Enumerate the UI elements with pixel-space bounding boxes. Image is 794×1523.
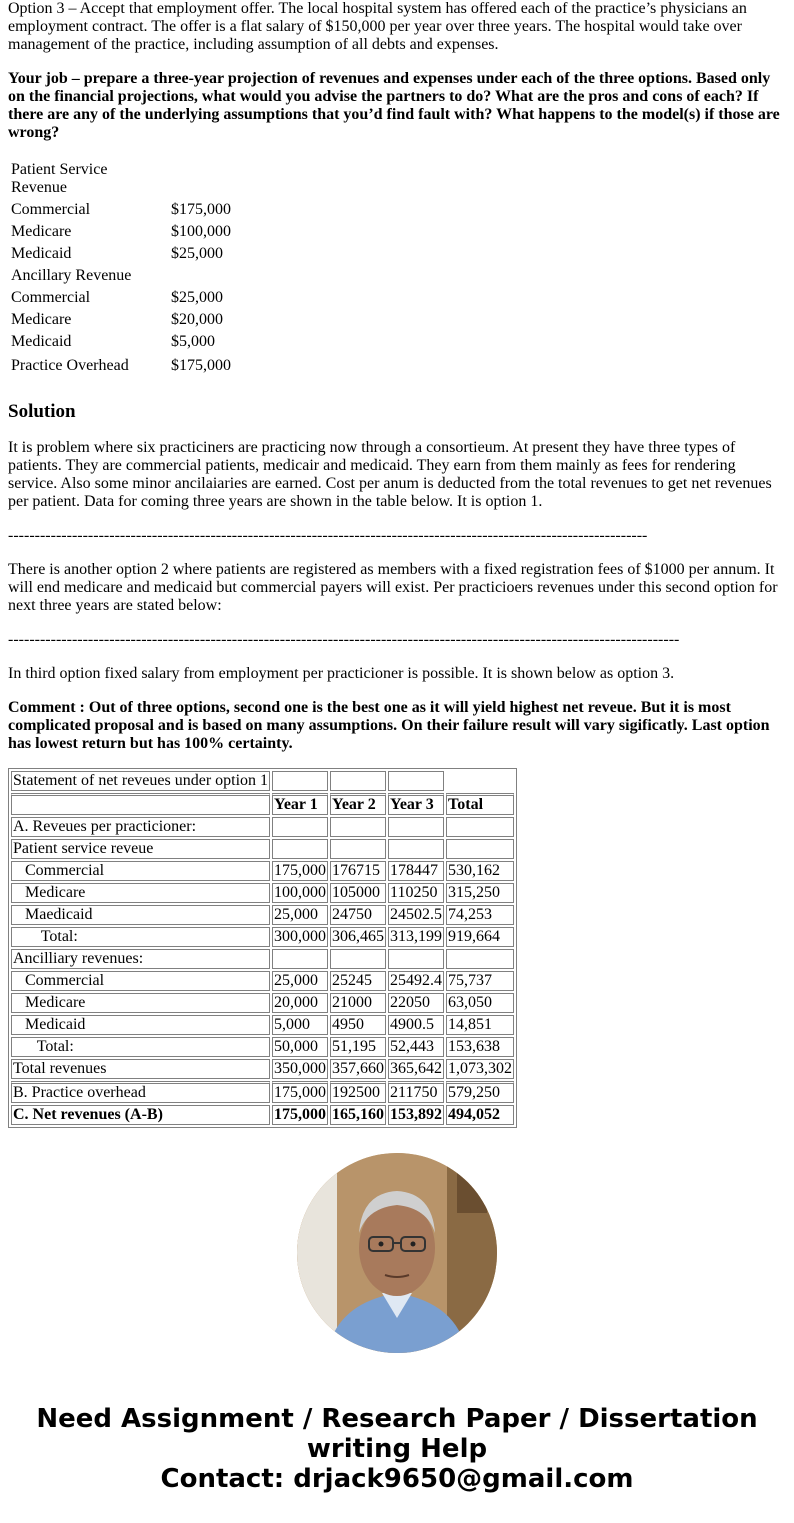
row-label: Medicaid bbox=[11, 1015, 270, 1035]
row-label: Commercial bbox=[11, 861, 270, 881]
revenue-value bbox=[170, 160, 232, 198]
table-row bbox=[11, 949, 514, 969]
row-value: 105000 bbox=[330, 883, 386, 903]
row-value: 110250 bbox=[388, 883, 444, 903]
row-label: Commercial bbox=[11, 971, 270, 991]
row-value: 5,000 bbox=[272, 1015, 328, 1035]
row-value: 21000 bbox=[330, 993, 386, 1013]
revenue-row bbox=[10, 332, 232, 352]
row-value bbox=[388, 839, 444, 859]
row-value bbox=[330, 949, 386, 969]
row-label: B. Practice overhead bbox=[11, 1081, 270, 1103]
row-value: 153,892 bbox=[390, 1106, 443, 1123]
table-row bbox=[11, 971, 514, 991]
row-value: 22050 bbox=[388, 993, 444, 1013]
revenue-row bbox=[10, 200, 232, 220]
divider-1: ------------------------------------------------------------------------------------------------------------------------ bbox=[8, 527, 648, 544]
table-row bbox=[11, 817, 514, 837]
row-value: 192500 bbox=[330, 1081, 386, 1103]
row-label: Ancilliary revenues: bbox=[11, 949, 270, 969]
solution-paragraph-3: In third option fixed salary from employment per practicioner is possible. It is shown below as option 3. bbox=[8, 665, 675, 682]
row-value: 14,851 bbox=[446, 1015, 514, 1035]
header-year-3: Year 3 bbox=[388, 793, 444, 815]
row-label: Patient service reveue bbox=[11, 839, 270, 859]
header-year-2: Year 2 bbox=[330, 793, 386, 815]
row-label: Total: bbox=[11, 927, 270, 947]
author-avatar bbox=[297, 1153, 497, 1353]
row-label: Maedicaid bbox=[11, 905, 270, 925]
row-value: 75,737 bbox=[446, 971, 514, 991]
row-value: 153,638 bbox=[446, 1037, 514, 1057]
revenue-label: Commercial bbox=[11, 289, 91, 306]
promo-line-2: writing Help bbox=[306, 1434, 488, 1464]
row-value: 494,052 bbox=[446, 1105, 514, 1125]
row-value: 51,195 bbox=[330, 1037, 386, 1057]
row-value: 25,000 bbox=[272, 905, 328, 925]
row-value: 579,250 bbox=[446, 1081, 514, 1103]
row-value: 50,000 bbox=[272, 1037, 328, 1057]
row-value: 25,000 bbox=[272, 971, 328, 991]
row-value: 74,253 bbox=[446, 905, 514, 925]
document-body bbox=[8, 0, 784, 1128]
table-row bbox=[11, 1037, 514, 1057]
revenue-value: $100,000 bbox=[171, 223, 231, 240]
table-row bbox=[11, 883, 514, 903]
row-value: 24502.5 bbox=[390, 906, 443, 923]
solution-paragraph-1: It is problem where six practiciners are practicing now through a consortieum. At present they have three types of patients. They are commercial patients, medicair and medicaid. They earn from them mainly as fees for rendering service. Also some minor ancilaiaries are earned. Cost per anum is deducted from the total revenues to get net revenues per patient. Data for coming three years are shown in the table below. It is option 1. bbox=[8, 439, 772, 510]
row-value: 211750 bbox=[388, 1081, 444, 1103]
row-value: 350,000 bbox=[274, 1060, 327, 1077]
revenue-value: $25,000 bbox=[171, 245, 223, 262]
row-value: 919,664 bbox=[446, 927, 514, 947]
row-value bbox=[272, 949, 328, 969]
revenue-row bbox=[10, 354, 232, 378]
revenue-label: Medicaid bbox=[11, 245, 72, 262]
row-value: 315,250 bbox=[446, 883, 514, 903]
revenue-value: $175,000 bbox=[171, 357, 231, 374]
revenue-row bbox=[10, 310, 232, 330]
row-value: 306,465 bbox=[332, 928, 385, 945]
row-value bbox=[388, 817, 444, 837]
row-value: 530,162 bbox=[446, 861, 514, 881]
row-value: 24750 bbox=[330, 905, 386, 925]
table-row bbox=[11, 839, 514, 859]
table-title-row bbox=[11, 771, 514, 791]
promo-line-1: Need Assignment / Research Paper / Dissertation bbox=[36, 1404, 758, 1434]
revenue-row bbox=[10, 160, 232, 198]
row-label: Total revenues bbox=[11, 1059, 270, 1079]
promo-contact[interactable]: Contact: drjack9650@gmail.com bbox=[160, 1464, 634, 1494]
promo-banner bbox=[0, 1404, 794, 1494]
row-value bbox=[272, 839, 328, 859]
row-value: 4900.5 bbox=[388, 1015, 444, 1035]
row-label: Medicare bbox=[11, 993, 270, 1013]
table-header-row bbox=[11, 793, 514, 815]
table-title: Statement of net reveues under option 1 bbox=[13, 772, 269, 789]
row-value: 175,000 bbox=[272, 1081, 328, 1103]
row-value: 1,073,302 bbox=[448, 1060, 513, 1077]
revenue-label: Commercial bbox=[11, 201, 91, 218]
row-value bbox=[388, 949, 444, 969]
divider-2: ------------------------------------------------------------------------------------------------------------------------------ bbox=[8, 631, 680, 648]
row-value bbox=[272, 817, 328, 837]
revenue-value bbox=[170, 266, 232, 286]
revenue-label: Medicaid bbox=[11, 333, 72, 350]
row-value: 4950 bbox=[330, 1015, 386, 1035]
row-value: 63,050 bbox=[446, 993, 514, 1013]
row-value: 165,160 bbox=[332, 1106, 385, 1123]
revenue-label: Medicare bbox=[11, 311, 72, 328]
table-row bbox=[11, 927, 514, 947]
row-value: 176715 bbox=[330, 861, 386, 881]
row-label: A. Reveues per practicioner: bbox=[11, 817, 270, 837]
table-row bbox=[11, 993, 514, 1013]
person-portrait-icon bbox=[297, 1153, 497, 1353]
row-label: Medicare bbox=[11, 883, 270, 903]
row-value: 313,199 bbox=[390, 928, 443, 945]
row-value: 25492.4 bbox=[390, 972, 443, 989]
row-value: 52,443 bbox=[388, 1037, 444, 1057]
row-value: 357,660 bbox=[332, 1060, 385, 1077]
revenue-row bbox=[10, 288, 232, 308]
revenue-label: Ancillary Revenue bbox=[11, 267, 132, 284]
row-value bbox=[330, 817, 386, 837]
row-value: 175,000 bbox=[274, 1106, 327, 1123]
row-label: C. Net revenues (A-B) bbox=[11, 1105, 270, 1125]
revenue-label: Patient Service Revenue bbox=[11, 161, 108, 196]
comment-paragraph: Comment : Out of three options, second one is the best one as it will yield highest net reveue. But it is most complicated proposal and is based on many assumptions. On their failure result will vary sigificatly. Last option has lowest return but has 100% certainty. bbox=[8, 699, 770, 752]
revenue-row bbox=[10, 222, 232, 242]
row-value: 300,000 bbox=[274, 928, 327, 945]
header-total: Total bbox=[446, 793, 514, 815]
row-value: 100,000 bbox=[274, 884, 327, 901]
row-value bbox=[446, 817, 514, 837]
revenue-table bbox=[8, 158, 234, 380]
header-year-1: Year 1 bbox=[272, 793, 328, 815]
task-paragraph: Your job – prepare a three-year projection of revenues and expenses under each of the three options. Based only on the financial projections, what would you advise the partners to do? What are the pros and cons of each? If there are any of the underlying assumptions that you’d find fault with? What happens to the model(s) if those are wrong? bbox=[8, 70, 780, 141]
option1-statement-table bbox=[8, 768, 517, 1128]
revenue-value: $175,000 bbox=[171, 201, 231, 218]
row-value bbox=[330, 839, 386, 859]
table-row bbox=[11, 1059, 514, 1079]
row-value: 20,000 bbox=[272, 993, 328, 1013]
revenue-value: $25,000 bbox=[171, 289, 223, 306]
table-row bbox=[11, 1081, 514, 1103]
solution-heading: Solution bbox=[8, 401, 76, 422]
option3-paragraph: Option 3 – Accept that employment offer. The local hospital system has offered each of the practice’s physicians an employment contract. The offer is a flat salary of $150,000 per year over three years. The hospital would take over management of the practice, including assumption of all debts and expenses. bbox=[8, 0, 747, 53]
row-label: Total: bbox=[11, 1037, 270, 1057]
row-value bbox=[446, 839, 514, 859]
table-row bbox=[11, 861, 514, 881]
revenue-value: $5,000 bbox=[171, 333, 215, 350]
solution-paragraph-2: There is another option 2 where patients are registered as members with a fixed registration fees of $1000 per annum. It will end medicare and medicaid but commercial payers will exist. Per practicioers revenues under this second option for next three years are stated below: bbox=[8, 561, 778, 614]
row-value: 365,642 bbox=[390, 1060, 443, 1077]
table-row bbox=[11, 1105, 514, 1125]
row-value: 178447 bbox=[388, 861, 444, 881]
revenue-label: Medicare bbox=[11, 223, 72, 240]
row-value: 25245 bbox=[330, 971, 386, 991]
revenue-row bbox=[10, 244, 232, 264]
row-value: 175,000 bbox=[274, 862, 327, 879]
revenue-value: $20,000 bbox=[171, 311, 223, 328]
table-row bbox=[11, 905, 514, 925]
row-value bbox=[446, 949, 514, 969]
revenue-label: Practice Overhead bbox=[11, 357, 129, 374]
table-row bbox=[11, 1015, 514, 1035]
revenue-row bbox=[10, 266, 232, 286]
